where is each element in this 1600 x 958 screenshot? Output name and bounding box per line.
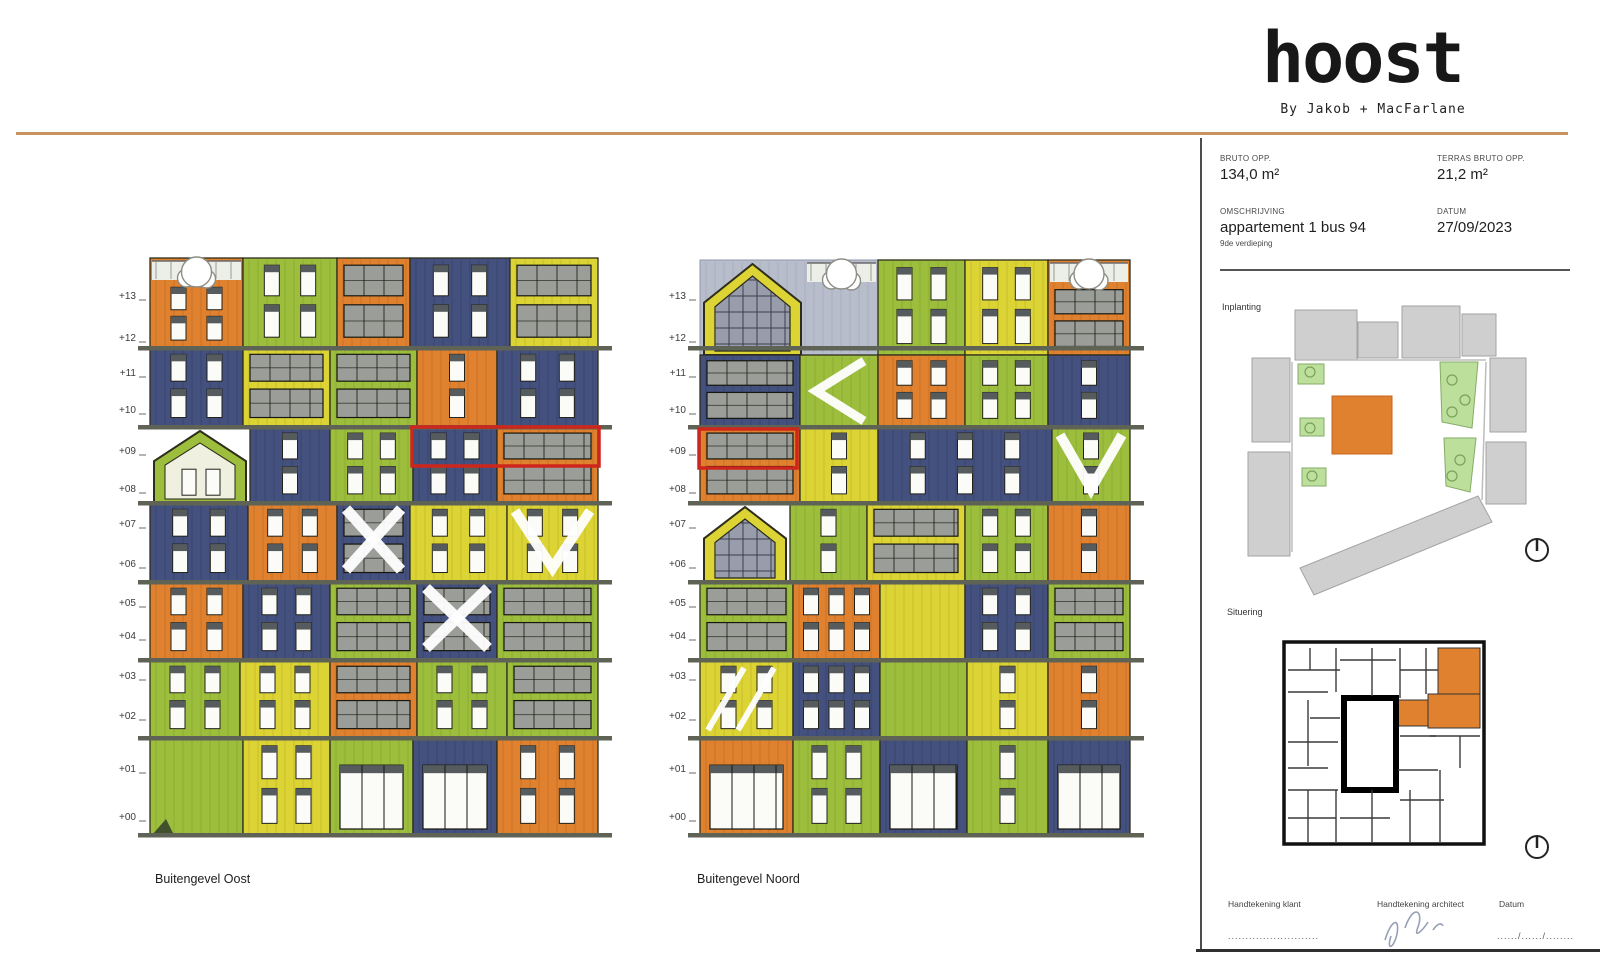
- logo: hoost: [1262, 17, 1463, 99]
- facade-block: [1048, 738, 1130, 835]
- floor-label-oost: +09: [119, 446, 136, 457]
- floor-slab-line: [688, 736, 1144, 741]
- north-arrow-icon: [1526, 836, 1548, 858]
- plan-apartment-highlight: [1438, 648, 1480, 694]
- floor-label-noord: +09: [669, 446, 686, 457]
- signature-datum-label: Datum: [1499, 899, 1525, 909]
- facade-block: [243, 258, 337, 348]
- facade-block: [497, 348, 598, 427]
- bruto-opp-label: BRUTO OPP.: [1220, 154, 1272, 163]
- floor-label-noord: +01: [669, 764, 686, 775]
- elevation-noord: [669, 259, 1144, 838]
- signature-klant-line: ..........................: [1228, 931, 1320, 941]
- floor-label-oost: +00: [119, 812, 136, 823]
- facade-block: [330, 348, 417, 427]
- floor-label-oost: +08: [119, 484, 136, 495]
- facade-block: [1048, 582, 1130, 660]
- facade-block: [700, 503, 790, 582]
- facade-block: [330, 582, 417, 660]
- facade-block: [243, 738, 330, 835]
- facade-block: [700, 582, 793, 660]
- facade-block: [700, 738, 793, 835]
- facade-block: [337, 258, 410, 348]
- floor-slab-line: [138, 501, 612, 506]
- facade-block: [878, 260, 965, 355]
- header-rule: [16, 132, 1568, 135]
- facade-block: [417, 582, 497, 660]
- facade-block: [867, 503, 965, 582]
- caption-noord: Buitengevel Noord: [697, 872, 800, 886]
- floor-label-noord: +03: [669, 671, 686, 682]
- floor-slab-line: [138, 580, 612, 585]
- floor-slab-line: [688, 833, 1144, 838]
- bruto-opp-value: 134,0 m²: [1220, 166, 1280, 183]
- floor-slab-line: [688, 658, 1144, 663]
- facade-block: [965, 355, 1048, 427]
- floor-label-oost: +07: [119, 519, 136, 530]
- datum-value: 27/09/2023: [1437, 219, 1513, 236]
- facade-block: [337, 503, 410, 582]
- floor-label-oost: +12: [119, 333, 136, 344]
- floor-label-oost: +06: [119, 559, 136, 570]
- floor-label-oost: +11: [119, 368, 136, 379]
- facade-block: [1052, 427, 1130, 503]
- floor-label-oost: +13: [119, 291, 136, 302]
- facade-block: [248, 503, 337, 582]
- terras-bruto-opp-value: 21,2 m²: [1437, 166, 1488, 183]
- floor-label-oost: +10: [119, 405, 136, 416]
- facade-block: [700, 660, 793, 738]
- floor-slab-line: [688, 580, 1144, 585]
- caption-oost: Buitengevel Oost: [155, 872, 251, 886]
- info-divider: [1220, 269, 1570, 271]
- floor-label-noord: +11: [669, 368, 686, 379]
- facade-block: [880, 660, 967, 738]
- site-building-highlight: [1332, 396, 1392, 454]
- facade-block: [790, 503, 867, 582]
- facade-block: [410, 258, 510, 348]
- facade-block: [150, 582, 243, 660]
- floor-label-noord: +08: [669, 484, 686, 495]
- facade-block: [150, 503, 248, 582]
- facade-block: [510, 258, 598, 348]
- signature-datum-line: ....../....../........: [1497, 931, 1575, 941]
- floor-slab-line: [688, 501, 1144, 506]
- plan-apartment-highlight: [1398, 700, 1428, 726]
- signature-architect-label: Handtekening architect: [1377, 899, 1464, 909]
- facade-block: [800, 427, 878, 503]
- facade-block: [150, 660, 240, 738]
- titleblock-divider: [1200, 138, 1202, 952]
- floor-slab-line: [138, 346, 612, 351]
- facade-block: [967, 660, 1048, 738]
- facade-block: [1048, 660, 1130, 738]
- facade-block: [793, 738, 880, 835]
- floor-label-noord: +07: [669, 519, 686, 530]
- facade-block: [880, 582, 965, 660]
- facade-block: [965, 582, 1048, 660]
- facade-block: [330, 427, 413, 503]
- facade-block: [497, 738, 598, 835]
- floor-slab-line: [138, 833, 612, 838]
- inplanting-map: [1248, 306, 1526, 595]
- facade-block: [1048, 259, 1130, 355]
- floor-label-oost: +02: [119, 711, 136, 722]
- facade-block: [417, 660, 507, 738]
- datum-label: DATUM: [1437, 207, 1467, 216]
- facade-block: [410, 503, 507, 582]
- floor-label-noord: +10: [669, 405, 686, 416]
- elevation-oost: [119, 257, 612, 838]
- inplanting-label: Inplanting: [1222, 302, 1262, 312]
- floor-label-oost: +05: [119, 598, 136, 609]
- omschrijving-label: OMSCHRIJVING: [1220, 207, 1285, 216]
- facade-block: [700, 355, 800, 427]
- omschrijving-value: appartement 1 bus 94: [1220, 219, 1366, 236]
- floor-label-noord: +00: [669, 812, 686, 823]
- facade-block: [497, 582, 598, 660]
- facade-block: [413, 738, 497, 835]
- facade-block: [878, 355, 965, 427]
- titleblock-bottom-border: [1196, 949, 1600, 952]
- situering-label: Situering: [1227, 607, 1263, 617]
- floor-label-oost: +01: [119, 764, 136, 775]
- facade-block: [507, 660, 598, 738]
- floor-label-noord: +02: [669, 711, 686, 722]
- floor-label-oost: +04: [119, 631, 136, 642]
- plan-apartment-highlight: [1428, 694, 1480, 728]
- floor-label-noord: +04: [669, 631, 686, 642]
- facade-block: [243, 582, 330, 660]
- facade-block: [330, 738, 413, 835]
- facade-block: [150, 738, 243, 835]
- situering-plan: [1284, 642, 1484, 844]
- facade-block: [800, 355, 878, 427]
- facade-block: [965, 503, 1048, 582]
- floor-slab-line: [138, 736, 612, 741]
- floor-slab-line: [688, 346, 1144, 351]
- facade-block: [240, 660, 330, 738]
- floor-label-noord: +12: [669, 333, 686, 344]
- facade-block: [330, 660, 417, 738]
- facade-block: [967, 738, 1048, 835]
- architect-signature: [1385, 912, 1443, 946]
- facade-block: [700, 427, 800, 503]
- signature-klant-label: Handtekening klant: [1228, 899, 1301, 909]
- facade-block: [154, 431, 246, 503]
- floor-label-noord: +06: [669, 559, 686, 570]
- floor-label-noord: +05: [669, 598, 686, 609]
- facade-block: [250, 427, 330, 503]
- facade-block: [507, 503, 598, 582]
- terras-bruto-opp-label: TERRAS BRUTO OPP.: [1437, 154, 1525, 163]
- facade-block: [965, 260, 1048, 355]
- facade-block: [1048, 503, 1130, 582]
- logo-tagline: By Jakob + MacFarlane: [1280, 102, 1466, 117]
- floor-label-oost: +03: [119, 671, 136, 682]
- facade-block: [793, 660, 880, 738]
- facade-block: [417, 348, 497, 427]
- facade-block: [150, 348, 243, 427]
- omschrijving-sub: 9de verdieping: [1220, 239, 1273, 248]
- facade-block: [1048, 355, 1130, 427]
- facade-block: [878, 427, 1052, 503]
- facade-block: [793, 582, 880, 660]
- facade-block: [243, 348, 330, 427]
- floor-slab-line: [138, 658, 612, 663]
- facade-block: [880, 738, 967, 835]
- facade-block: [150, 257, 243, 348]
- north-arrow-icon: [1526, 539, 1548, 561]
- floor-label-noord: +13: [669, 291, 686, 302]
